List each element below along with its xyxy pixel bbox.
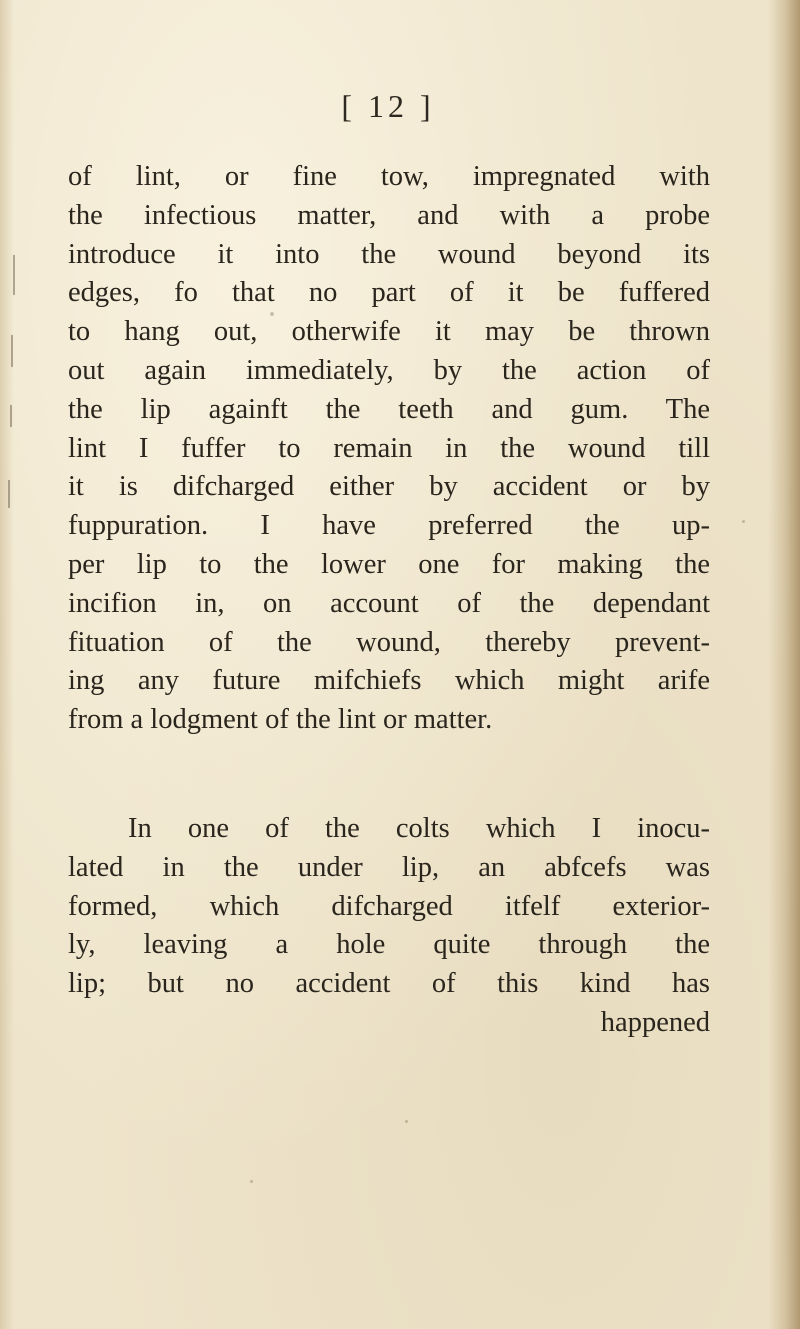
text-line: lip; but no accident of this kind has — [68, 968, 710, 1000]
text-line: it is difcharged either by accident or by — [68, 471, 710, 503]
text-line: ly, leaving a hole quite through the — [68, 929, 710, 961]
text-line: incifion in, on account of the dependant — [68, 587, 710, 619]
paper-spot — [405, 1120, 408, 1123]
page-left-shadow — [0, 0, 14, 1329]
paper-spot — [742, 520, 745, 523]
page-number: [ 12 ] — [341, 88, 435, 124]
text-line: the infectious matter, and with a probe — [68, 199, 710, 231]
paragraph-2 — [68, 810, 710, 1043]
text-line: introduce it into the wound beyond its — [68, 238, 710, 270]
paper-spot — [250, 1180, 253, 1183]
text-line: out again immediately, by the action of — [68, 354, 710, 386]
text-line: fuppuration. I have preferred the up- — [68, 510, 710, 542]
text-line: formed, which difcharged itfelf exterior- — [68, 890, 710, 922]
text-line: of lint, or fine tow, impregnated with — [68, 161, 710, 192]
paper-mark — [8, 480, 10, 508]
text-line: the lip againft the teeth and gum. The — [68, 393, 710, 425]
text-line: In one of the colts which I inocu- — [128, 812, 710, 844]
paragraph-1 — [68, 158, 710, 740]
body-text — [68, 158, 710, 1043]
page-right-edge — [768, 0, 800, 1329]
text-line: lated in the under lip, an abfcefs was — [68, 851, 710, 883]
text-line: lint I fuffer to remain in the wound till — [68, 432, 710, 464]
text-line: ing any future mifchiefs which might arife — [68, 665, 710, 697]
catchword: happened — [600, 1006, 710, 1038]
text-line: per lip to the lower one for making the — [68, 548, 710, 580]
text-line: fituation of the wound, thereby prevent- — [68, 626, 710, 658]
text-line: from a lodgment of the lint or matter. — [68, 704, 493, 736]
text-line: to hang out, otherwife it may be thrown — [68, 316, 710, 348]
paper-mark — [13, 255, 15, 295]
paper-mark — [11, 335, 13, 367]
paper-mark — [10, 405, 12, 427]
text-line: edges, fo that no part of it be fuffered — [68, 277, 710, 309]
